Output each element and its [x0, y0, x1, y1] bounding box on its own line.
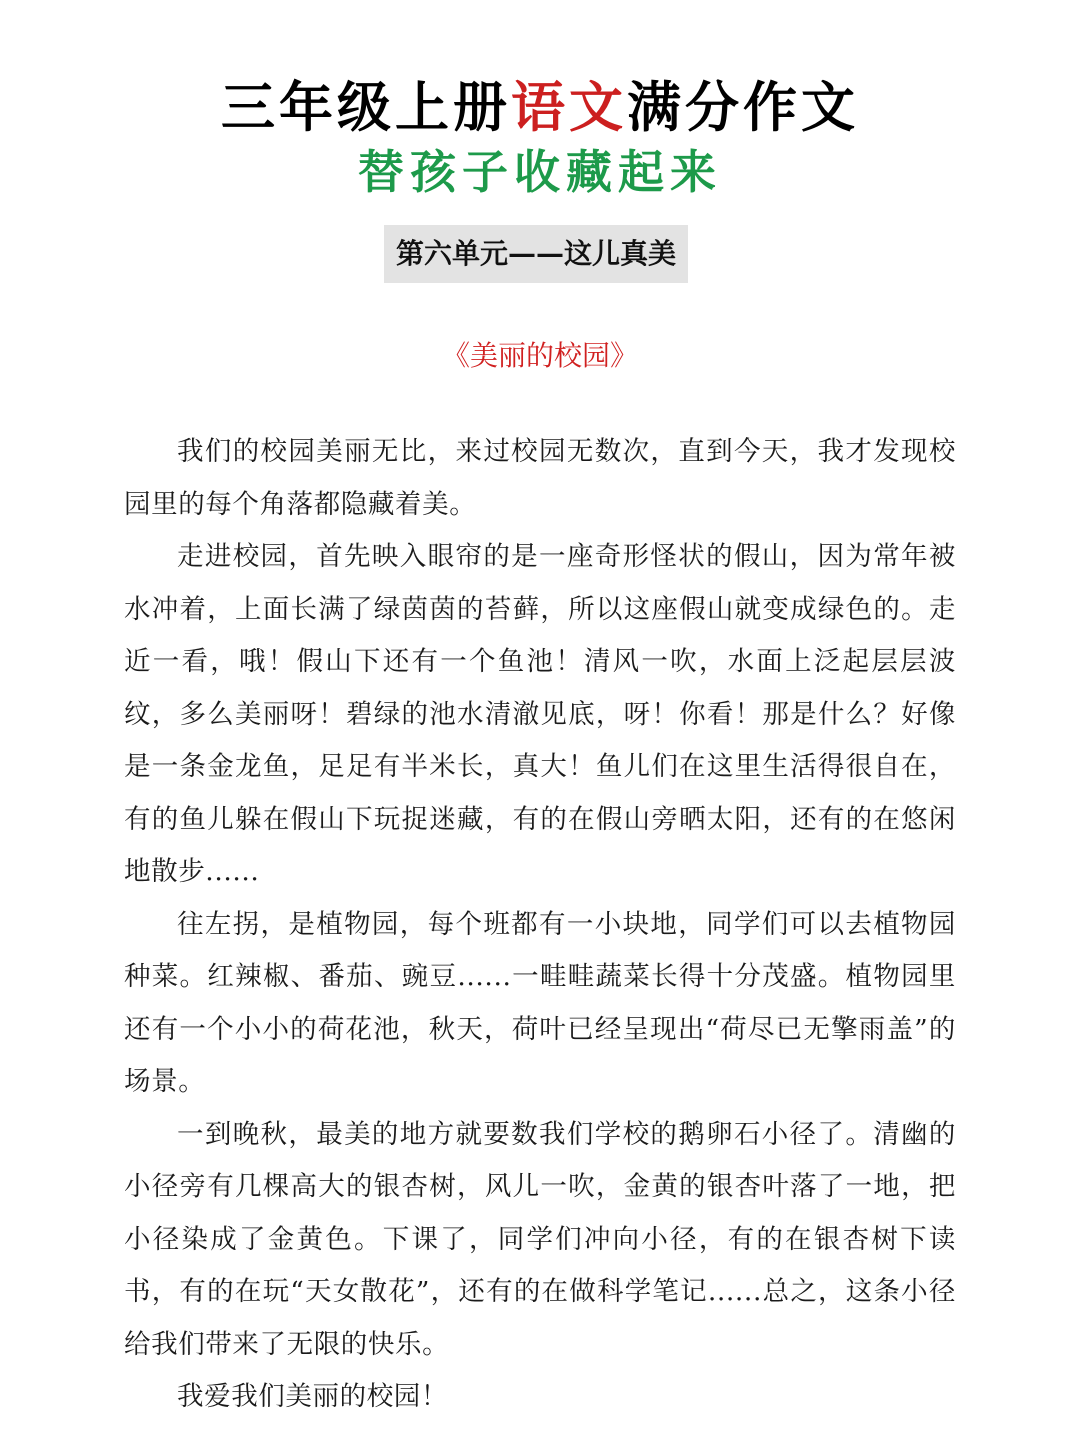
- essay-paragraph-5: 我爱我们美丽的校园！: [177, 1381, 448, 1412]
- page-title: [0, 76, 1080, 140]
- page-subtitle: 替孩子收藏起来: [358, 145, 722, 199]
- title-part1: 三年级上册: [221, 76, 511, 139]
- essay-paragraph-4: 一到晚秋，最美的地方就要数我们学校的鹅卵石小径了。清幽的小径旁有几棵高大的银杏树，风儿一吹，金黄的银杏叶落了一地，把小径染成了金黄色。下课了，同学们冲向小径，有的在银杏树下读书，有的在玩“天女散花”，还有的在做科学笔记......总之，这条小径给我们带来了无限的快乐。: [124, 1118, 956, 1360]
- essay-body: [124, 426, 956, 1424]
- essay-paragraph-3: 往左拐，是植物园，每个班都有一小块地，同学们可以去植物园种菜。红辣椒、番茄、豌豆......一畦畦蔬菜长得十分茂盛。植物园里还有一个小小的荷花池，秋天，荷叶已经呈现出“荷尽已无擎雨盖”的场景。: [124, 908, 956, 1097]
- title-highlight: 语文: [511, 76, 627, 139]
- unit-label: 第六单元——这儿真美: [384, 225, 688, 283]
- essay-paragraph-2: 走进校园，首先映入眼帘的是一座奇形怪状的假山，因为常年被水冲着，上面长满了绿茵茵的苔藓，所以这座假山就变成绿色的。走近一看，哦！假山下还有一个鱼池！清风一吹，水面上泛起层层波纹，多么美丽呀！碧绿的池水清澈见底，呀！你看！那是什么？好像是一条金龙鱼，足足有半米长，真大！鱼儿们在这里生活得很自在，有的鱼儿躲在假山下玩捉迷藏，有的在假山旁晒太阳，还有的在悠闲地散步......: [124, 541, 956, 887]
- essay-title: 《美丽的校园》: [441, 339, 638, 372]
- title-part2: 满分作文: [627, 76, 859, 139]
- essay-paragraph-1: 我们的校园美丽无比，来过校园无数次，直到今天，我才发现校园里的每个角落都隐藏着美。: [124, 436, 956, 520]
